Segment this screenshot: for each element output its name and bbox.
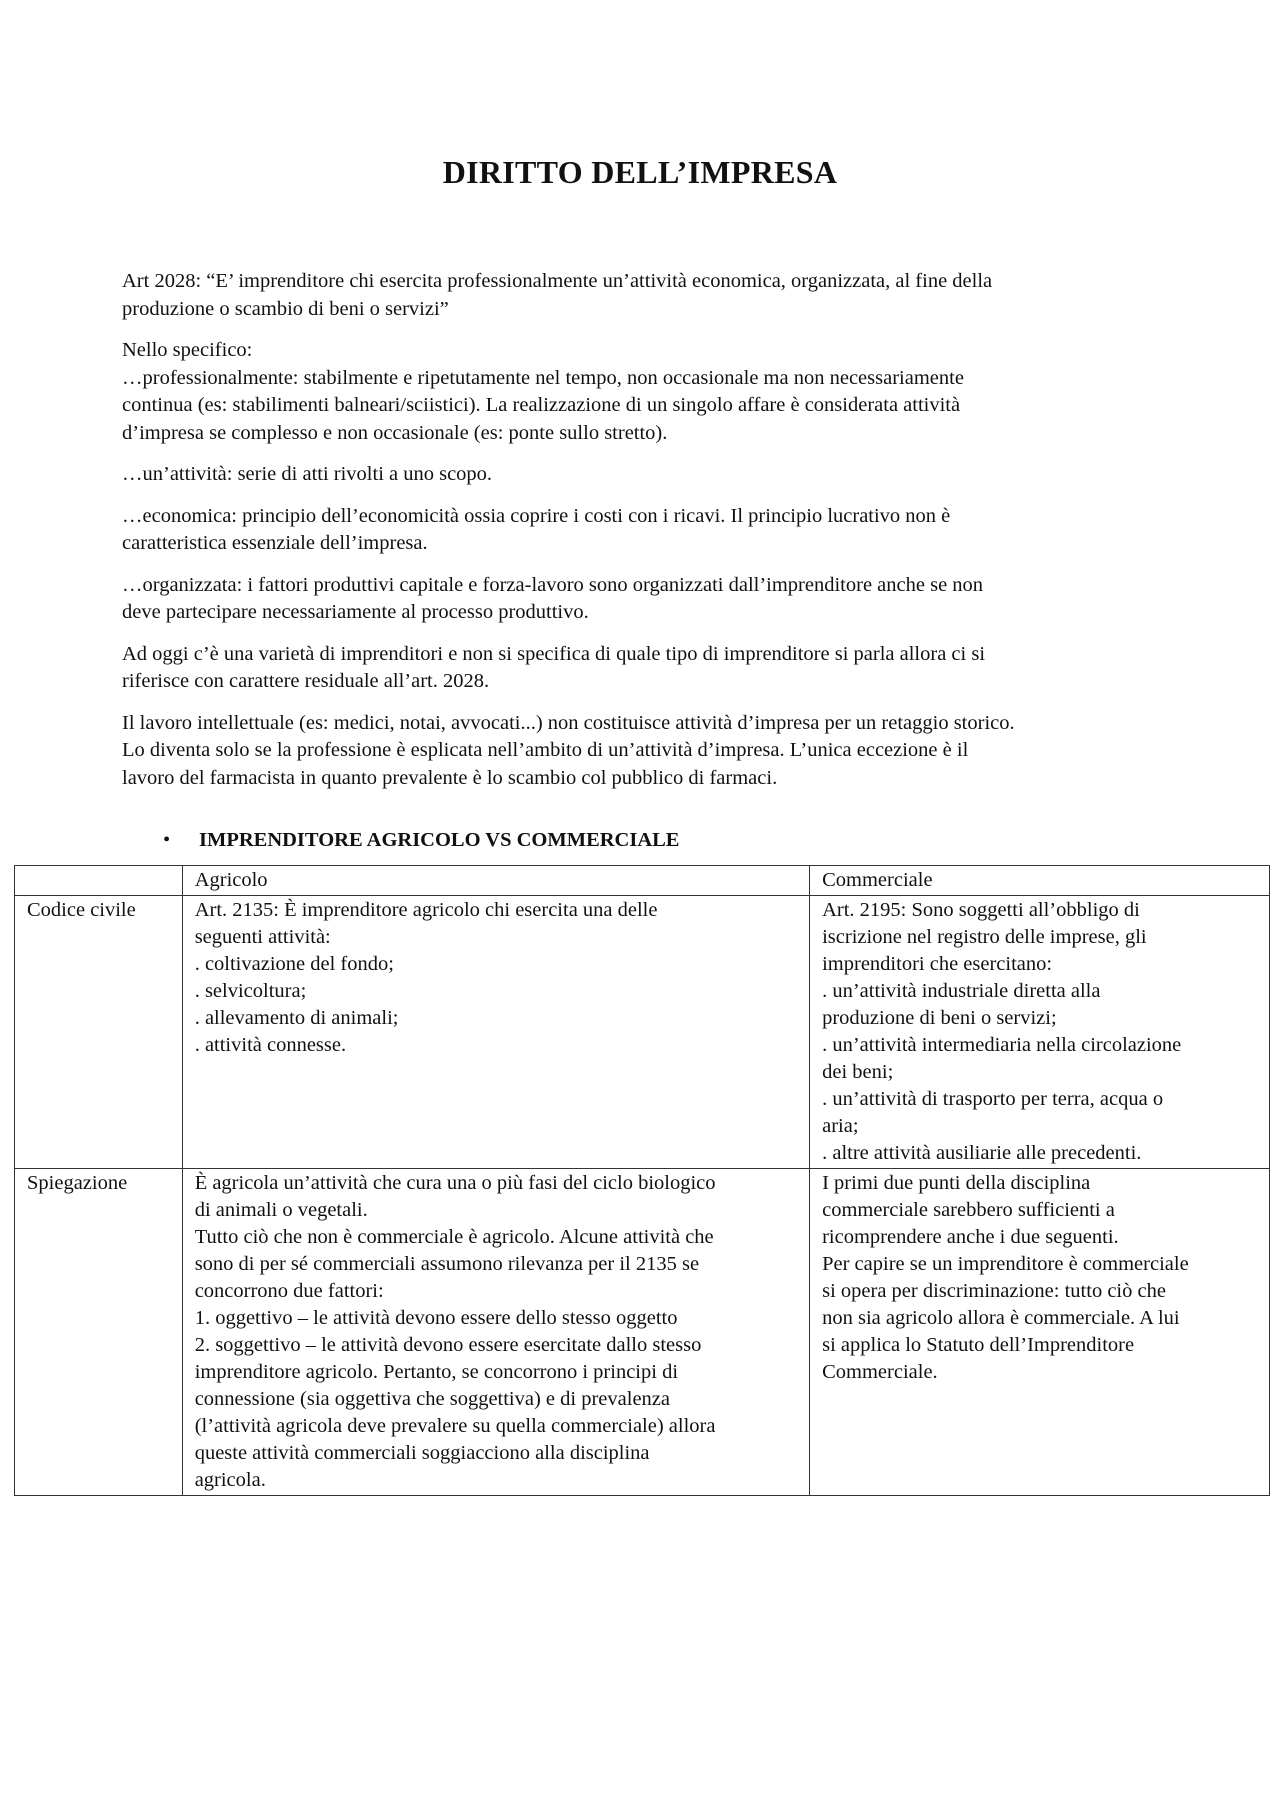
text-line: non sia agricolo allora è commerciale. A lui	[822, 1307, 1180, 1329]
cell-commerciale-codice	[810, 896, 1270, 1169]
text-line: ricomprendere anche i due seguenti.	[822, 1226, 1119, 1248]
document-body	[122, 268, 1172, 806]
table-row	[15, 1169, 1270, 1496]
text-line: iscrizione nel registro delle imprese, gli	[822, 926, 1147, 948]
text-line: . attività connesse.	[194, 1034, 347, 1056]
text-line: continua (es: stabilimenti balneari/sciistici). La realizzazione di un singolo affare è considerata attività	[122, 394, 961, 416]
text-line: . selvicoltura;	[194, 980, 307, 1002]
text-line: si opera per discriminazione: tutto ciò che	[822, 1280, 1166, 1302]
bullet-icon: •	[163, 829, 171, 851]
text-line: . un’attività di trasporto per terra, acqua o	[822, 1088, 1164, 1110]
text-line: I primi due punti della disciplina	[822, 1172, 1091, 1194]
text-line: si applica lo Statuto dell’Imprenditore	[822, 1334, 1135, 1356]
paragraph-specifico	[122, 337, 1172, 447]
text-line: Per capire se un imprenditore è commerciale	[822, 1253, 1189, 1275]
text-line: Lo diventa solo se la professione è esplicata nell’ambito di un’attività d’impresa. L’unica eccezione è il	[122, 739, 969, 761]
text-line: imprenditore agricolo. Pertanto, se concorrono i principi di	[194, 1361, 679, 1383]
text-line: . altre attività ausiliarie alle precedenti.	[822, 1142, 1142, 1164]
paragraph-attivita	[122, 461, 1172, 489]
text-line: aria;	[822, 1115, 859, 1137]
text-line: di animali o vegetali.	[194, 1199, 368, 1221]
row-label-codice-civile: Codice civile	[15, 896, 183, 1169]
text-line: imprenditori che esercitano:	[822, 953, 1053, 975]
text-line: agricola.	[194, 1469, 266, 1491]
text-line: Art. 2195: Sono soggetti all’obbligo di	[822, 899, 1140, 921]
text-line: concorrono due fattori:	[194, 1280, 384, 1302]
text-line: 1. oggettivo – le attività devono essere dello stesso oggetto	[194, 1307, 678, 1329]
table-header-row	[15, 866, 1270, 896]
text-line: d’impresa se complesso e non occasionale (es: ponte sullo stretto).	[122, 421, 668, 444]
text-line: . allevamento di animali;	[194, 1007, 399, 1029]
text-line: (l’attività agricola deve prevalere su quella commerciale) allora	[194, 1415, 716, 1437]
table-header-cell-empty	[15, 866, 183, 896]
text-line: …professionalmente: stabilmente e ripetutamente nel tempo, non occasionale ma non necessariamente	[122, 366, 964, 389]
table-header-cell-agricolo: Agricolo	[182, 866, 809, 896]
text-line: seguenti attività:	[194, 926, 331, 948]
paragraph-intellettuale	[122, 710, 1172, 793]
text-line: Ad oggi c’è una varietà di imprenditori e non si specifica di quale tipo di imprenditore si parla allora ci si	[122, 642, 986, 665]
cell-commerciale-spiegazione	[810, 1169, 1270, 1496]
document-title: DIRITTO DELL’IMPRESA	[442, 154, 838, 190]
text-line: …un’attività: serie di atti rivolti a uno scopo.	[122, 463, 493, 485]
text-line: Art 2028: “E’ imprenditore chi esercita professionalmente un’attività economica, organizzata, al fine della	[122, 270, 993, 292]
text-line: Tutto ciò che non è commerciale è agricolo. Alcune attività che	[194, 1226, 714, 1248]
table-row	[15, 896, 1270, 1169]
text-line: riferisce con carattere residuale all’art. 2028.	[122, 670, 490, 692]
section-heading	[163, 826, 679, 854]
text-line: Il lavoro intellettuale (es: medici, notai, avvocati...) non costituisce attività d’impresa per un retaggio storico.	[122, 711, 1015, 734]
row-label-spiegazione: Spiegazione	[15, 1169, 183, 1496]
text-line: Art. 2135: È imprenditore agricolo chi esercita una delle	[194, 899, 658, 921]
text-line: produzione di beni o servizi;	[822, 1007, 1057, 1029]
text-line: deve partecipare necessariamente al processo produttivo.	[122, 601, 589, 623]
paragraph-art2028	[122, 268, 1172, 323]
paragraph-oggi	[122, 641, 1172, 696]
table-header-cell-commerciale: Commerciale	[810, 866, 1270, 896]
text-line: queste attività commerciali soggiacciono alla disciplina	[194, 1442, 650, 1464]
text-line: sono di per sé commerciali assumono rilevanza per il 2135 se	[194, 1253, 700, 1275]
text-line: …organizzata: i fattori produttivi capitale e forza-lavoro sono organizzati dall’imprenditore anche se non	[122, 573, 984, 596]
text-line: commerciale sarebbero sufficienti a	[822, 1199, 1115, 1221]
text-line: caratteristica essenziale dell’impresa.	[122, 532, 428, 554]
text-line: connessione (sia oggettiva che soggettiva) e di prevalenza	[194, 1388, 670, 1410]
cell-agricolo-codice	[182, 896, 809, 1169]
text-line: . un’attività industriale diretta alla	[822, 980, 1101, 1002]
text-line: È agricola un’attività che cura una o più fasi del ciclo biologico	[194, 1172, 716, 1194]
text-line: …economica: principio dell’economicità ossia coprire i costi con i ricavi. Il principio lucrativo non è	[122, 504, 951, 527]
text-line: Nello specifico:	[122, 339, 253, 361]
comparison-table	[14, 865, 1270, 1496]
text-line: 2. soggettivo – le attività devono essere esercitate dallo stesso	[194, 1334, 702, 1356]
paragraph-economica	[122, 503, 1172, 558]
cell-agricolo-spiegazione	[182, 1169, 809, 1496]
text-line: . coltivazione del fondo;	[194, 953, 394, 975]
text-line: . un’attività intermediaria nella circolazione	[822, 1034, 1182, 1056]
text-line: dei beni;	[822, 1061, 894, 1083]
text-line: Commerciale.	[822, 1361, 938, 1383]
text-line: lavoro del farmacista in quanto prevalente è lo scambio col pubblico di farmaci.	[122, 766, 778, 789]
text-line: produzione o scambio di beni o servizi”	[122, 297, 449, 320]
section-heading-text: IMPRENDITORE AGRICOLO VS COMMERCIALE	[199, 829, 680, 851]
paragraph-organizzata	[122, 572, 1172, 627]
